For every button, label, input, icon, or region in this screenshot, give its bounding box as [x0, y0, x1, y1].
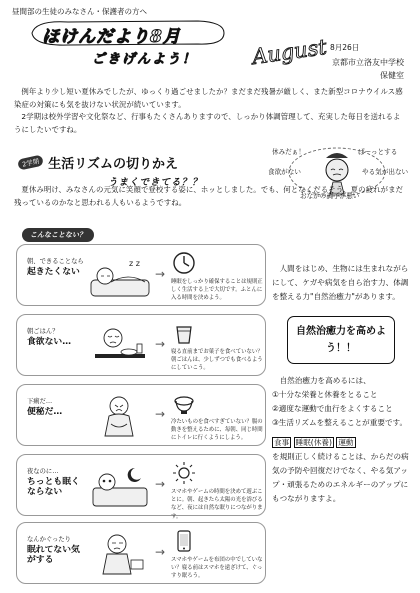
- case-advice: スマホやゲームを布団の中でしていない？寝る前はスマホを遠ざけて、ぐっすり眠ろう。: [171, 557, 263, 580]
- case-question-main: 便秘だ…: [27, 407, 63, 417]
- clock-icon: [171, 251, 197, 275]
- arrow-icon: →: [155, 545, 166, 559]
- case-question-main: 眠れてない気がする: [27, 545, 80, 565]
- arrow-icon: →: [155, 407, 166, 421]
- cases-tag: こんなことない？: [22, 228, 94, 242]
- exhausted-student-icon: [89, 530, 151, 578]
- no-appetite-student-icon: [89, 322, 151, 370]
- section-subtitle: うまくできてる？？: [108, 177, 203, 188]
- case-advice: 睡眠をしっかり確保することは規則正しく生活する上で大切です。ふとんに入る時間を決めよう。: [171, 279, 263, 302]
- case-question: [27, 257, 87, 277]
- case-question-small: 朝、できることなら: [27, 258, 84, 265]
- arrow-icon: →: [155, 337, 166, 351]
- intro-paragraph: 2学期は校外学習や文化祭など、行事もたくさんありますので、しっかり体調管理して、充実した毎日を送れるようにしたいですね。: [14, 112, 401, 134]
- illustration-caption: ぱーっとする: [358, 148, 398, 156]
- illustration-caption: おなかの調子が悪い: [300, 192, 360, 200]
- case-question: [27, 397, 87, 417]
- school-block: [312, 56, 404, 82]
- keyword-sleep: 睡眠(休養): [295, 438, 332, 447]
- illustration-caption: やる気が出ない: [362, 168, 409, 176]
- right-column: [272, 262, 410, 506]
- sleepless-student-icon: [89, 462, 151, 510]
- case-question-main: 食欲ない…: [27, 337, 71, 347]
- arrow-icon: →: [155, 477, 166, 491]
- healing-item: ②適度な運動で血行をよくすること: [272, 404, 393, 413]
- section-title: 生活リズムの切りかえ: [48, 157, 178, 172]
- greeting: ごきげんよう！: [92, 52, 198, 67]
- healing-intro: 人間をはじめ、生物には生まれながらにして、ケガや病気を自ら治す力、体調を整える力"自然治癒力"があります。: [272, 264, 409, 301]
- smartphone-icon: [171, 529, 197, 553]
- case-question: [27, 327, 87, 347]
- case-question-small: 朝ごはん？: [27, 328, 59, 335]
- case-question-main: ちっとも眠くならない: [27, 477, 80, 497]
- case-advice: スマホやゲームの時間を決めて遊ぶことに。朝、起きたら太陽の光を浴びるなど、夜には自然な眠りにつながります。: [171, 489, 263, 520]
- office-name: 保健室: [380, 71, 404, 80]
- issue-date: 8月26日: [330, 43, 360, 52]
- term-badge: 2学期: [17, 155, 44, 171]
- body-paragraph: 夏休み明け、みなさんの元気に笑顔で登校する姿に、ホッとしました。でも、何となくだるそう、夏の疲れがまだ残っているのかなと思われる人もいるようですね。: [14, 185, 404, 207]
- school-name: 京都市立洛友中学校: [332, 58, 404, 67]
- svg-text:z z: z z: [129, 259, 140, 268]
- case-advice: 冷たいものを食べすぎていない？腸の動きを整えるために、毎朝、同じ時間にトイレに行くようにしよう。: [171, 419, 263, 442]
- illustration-caption: 食欲がない: [268, 168, 301, 176]
- keyword-meal: 食事: [274, 438, 290, 447]
- intro-text: [14, 86, 406, 136]
- sun-icon: [171, 461, 197, 485]
- case-card: [16, 244, 266, 306]
- arrow-icon: →: [155, 267, 166, 281]
- audience-line: 昼間部の生徒のみなさん・保護者の方へ: [12, 7, 147, 16]
- toilet-icon: [171, 391, 197, 415]
- masthead: [28, 18, 228, 48]
- keyword-line: [272, 436, 410, 450]
- case-question-main: 起きたくない: [27, 267, 80, 277]
- keyword-exercise: 運動: [338, 438, 354, 447]
- case-question: [27, 535, 87, 565]
- case-advice: 寝る直前までお菓子を食べていない？朝ごはんは、少しずつでも食べるようにしていこう。: [171, 349, 263, 372]
- illustration-caption: 休みだぁ！: [272, 148, 305, 156]
- case-card: [16, 454, 266, 520]
- newsletter-title: ほけんだより8月: [42, 27, 181, 47]
- healing-closing: を規則正しく続けることは、からだの病気の予防や回復だけでなく、やる気アップ・頑張るためのエネルギーのアップにもつながりますよ。: [272, 452, 409, 503]
- case-question-small: なんかぐったり: [27, 536, 71, 543]
- sleepy-student-icon: [89, 252, 151, 300]
- stomach-ache-student-icon: [89, 392, 151, 440]
- cup-icon: [171, 321, 197, 345]
- case-card: [16, 384, 266, 446]
- healing-item: ③生活リズムを整えることが重要です。: [272, 418, 408, 427]
- case-question-small: 夜なのに…: [27, 468, 59, 475]
- healing-item: ①十分な栄養と休養をとること: [272, 390, 378, 399]
- case-question: [27, 467, 87, 497]
- intro-paragraph: 例年より少し短い夏休みでしたが、ゆっくり過ごせましたか？まだまだ残暑が厳しく、また新型コロナウイルス感染症の対策にも気を抜けない状況が続いています。: [14, 87, 403, 109]
- case-question-small: 下痢だ…: [27, 398, 53, 405]
- healing-lead: 自然治癒力を高めるには、: [279, 376, 371, 385]
- month-english: August: [250, 34, 329, 70]
- healing-box-title: 自然治癒力を高めよう！！: [287, 316, 395, 364]
- case-card: [16, 522, 266, 584]
- case-card: [16, 314, 266, 376]
- cases-column: [10, 222, 268, 584]
- after-vacation-text: [14, 184, 406, 209]
